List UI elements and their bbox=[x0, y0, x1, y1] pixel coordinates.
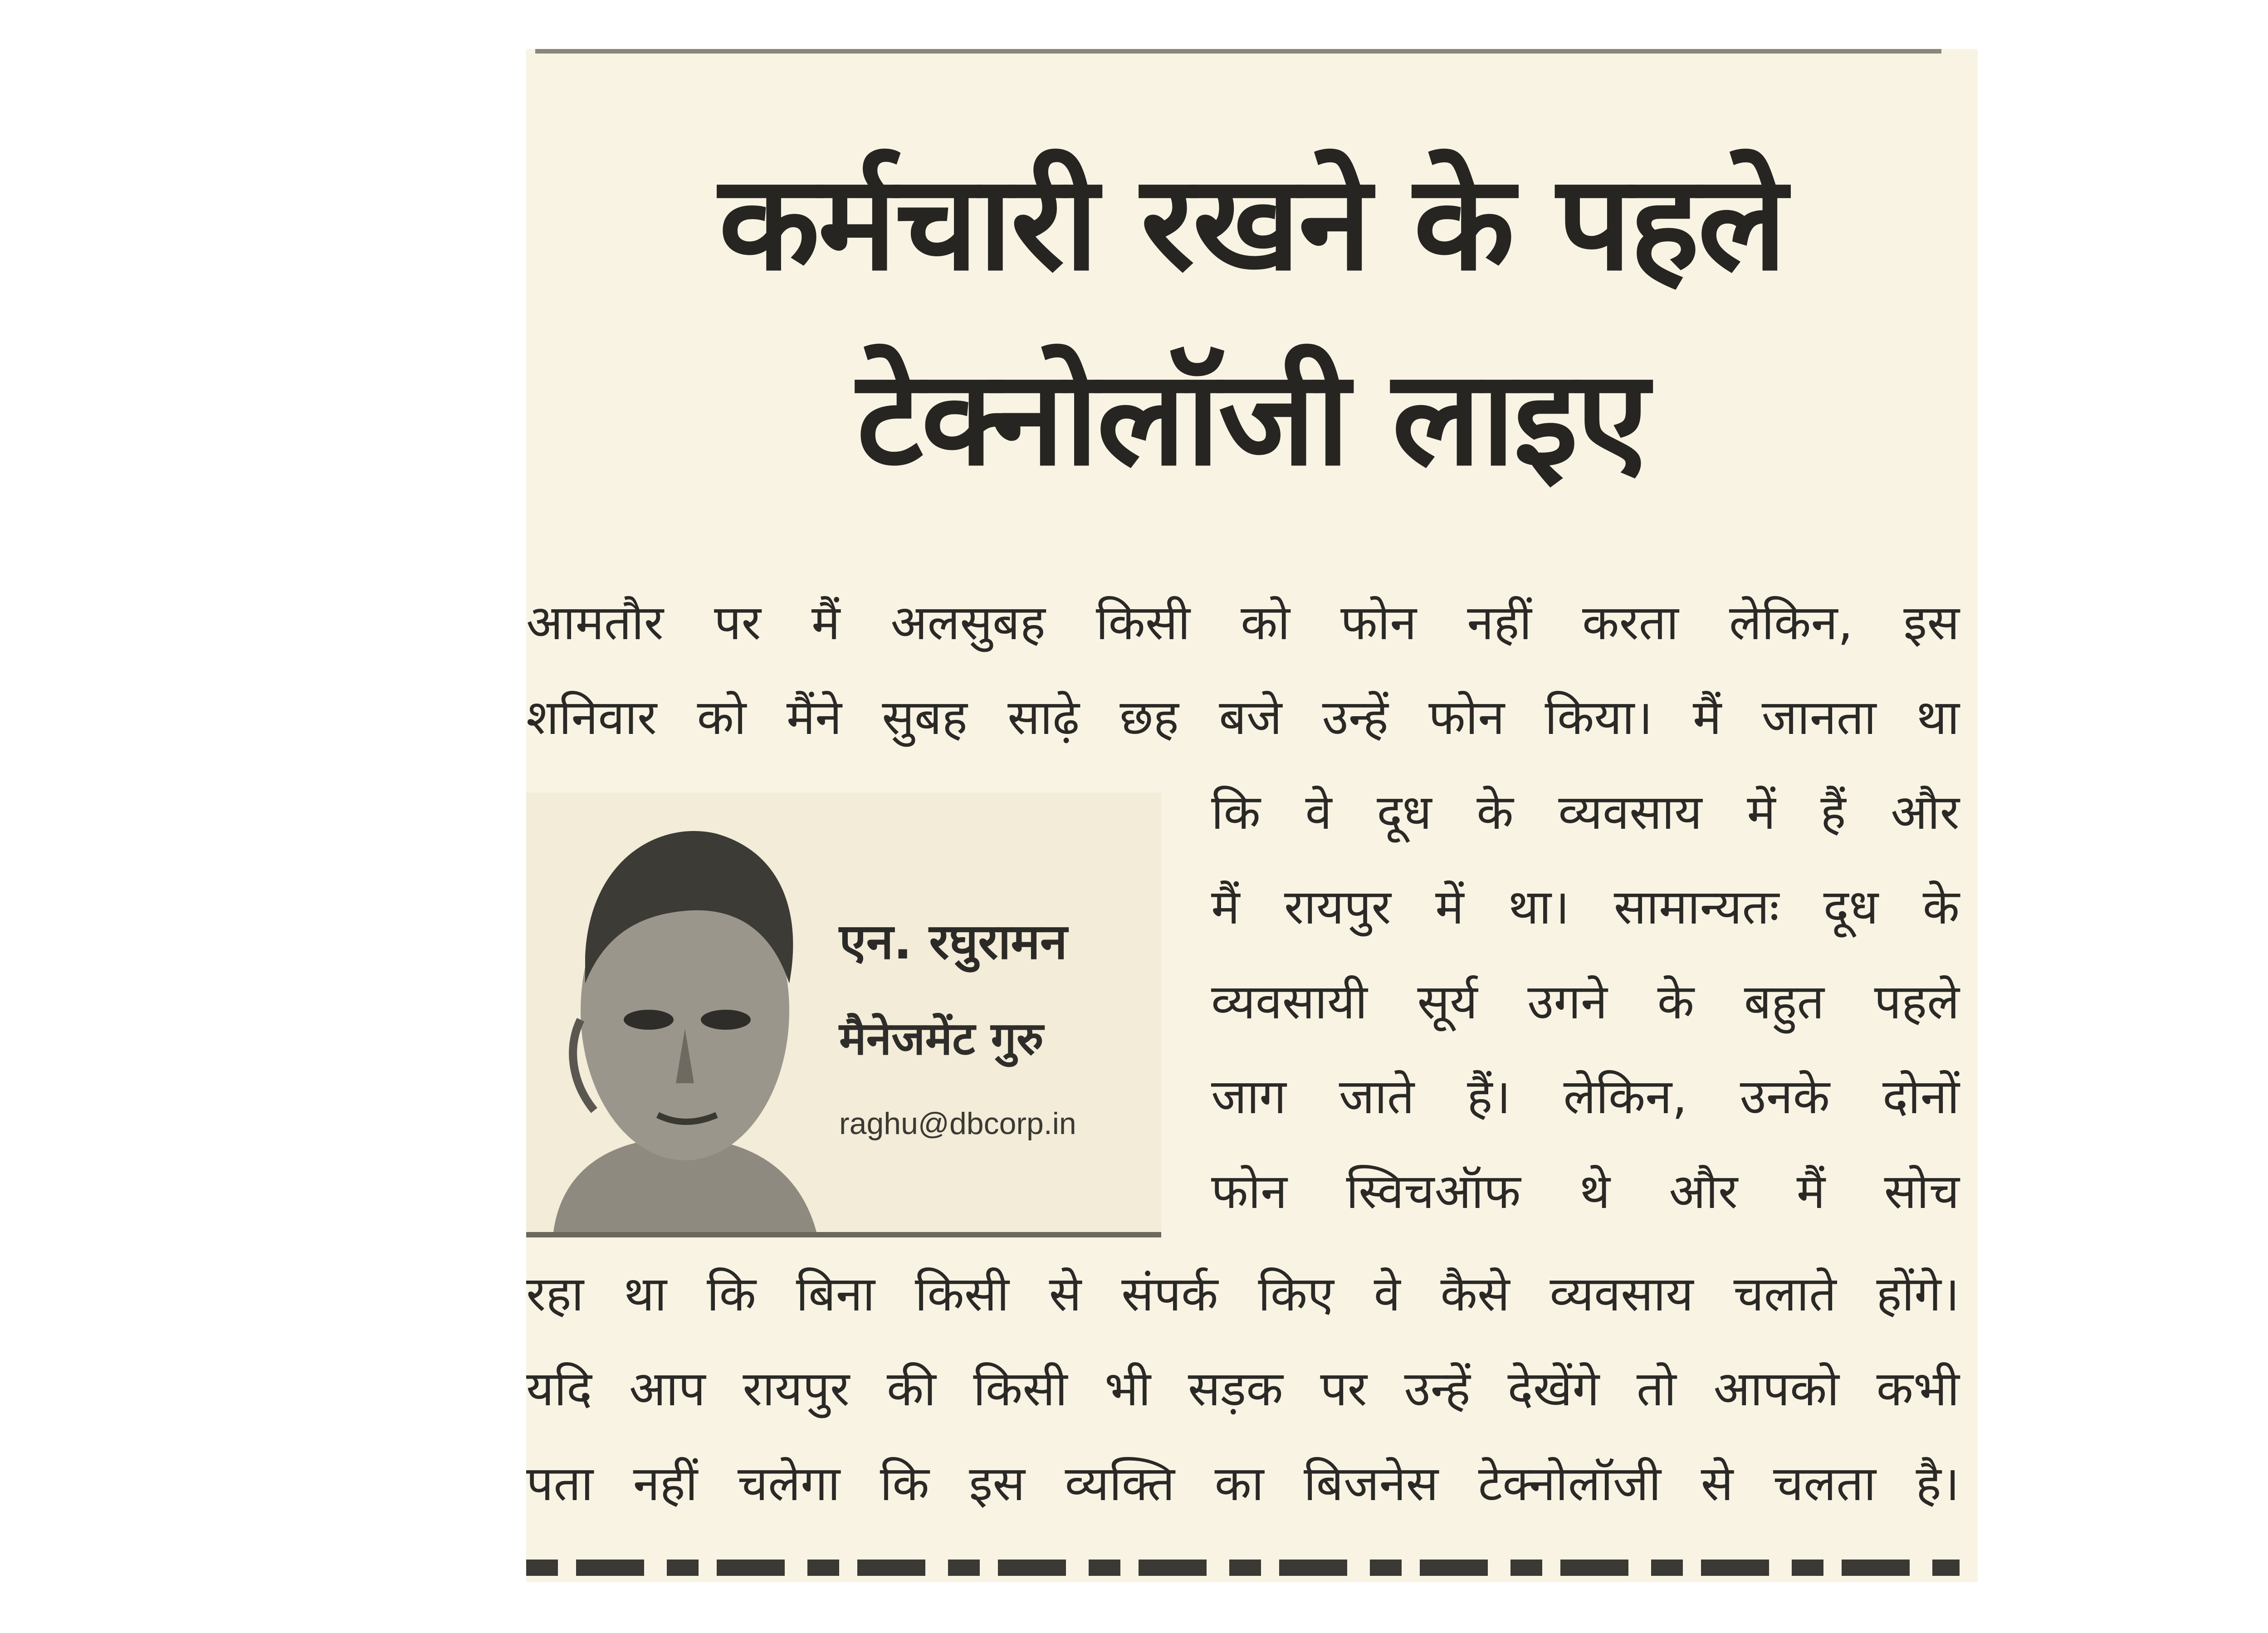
author-portrait-icon bbox=[535, 793, 826, 1232]
intro-line-1: आमतौर पर मैं अलसुबह किसी को फोन नहीं करता लेकिन, इस bbox=[526, 595, 1960, 650]
body-line-1: रहा था कि बिना किसी से संपर्क किए वे कैसे व्यवसाय चलाते होंगे। bbox=[526, 1266, 1960, 1322]
intro-line-2: शनिवार को मैंने सुबह साढ़े छह बजे उन्हें फोन किया। मैं जानता था bbox=[526, 689, 1960, 745]
author-box-rule bbox=[526, 1232, 1161, 1237]
author-email: raghu@dbcorp.in bbox=[839, 1106, 1076, 1141]
author-name: एन. रघुरामन bbox=[839, 914, 1067, 970]
side-line-3: व्यवसायी सूर्य उगने के बहुत पहले bbox=[1211, 974, 1960, 1030]
body-line-3: पता नहीं चलेगा कि इस व्यक्ति का बिजनेस टेक्नोलॉजी से चलता है। bbox=[526, 1456, 1960, 1511]
side-line-1: कि वे दूध के व्यवसाय में हैं और bbox=[1211, 784, 1960, 840]
side-line-4: जाग जाते हैं। लेकिन, उनके दोनों bbox=[1211, 1069, 1960, 1125]
author-box bbox=[526, 793, 1161, 1237]
side-line-2: मैं रायपुर में था। सामान्यतः दूध के bbox=[1211, 879, 1960, 935]
newspaper-clipping bbox=[526, 49, 1978, 1582]
author-role: मैनेजमेंट गुरु bbox=[839, 1012, 1044, 1065]
cut-off-text-line bbox=[526, 1546, 1960, 1582]
top-rule bbox=[535, 49, 1941, 54]
headline bbox=[526, 126, 1978, 516]
side-line-5: फोन स्विचऑफ थे और मैं सोच bbox=[1211, 1164, 1960, 1219]
body-line-2: यदि आप रायपुर की किसी भी सड़क पर उन्हें देखेंगे तो आपको कभी bbox=[526, 1361, 1960, 1417]
headline-line-1: कर्मचारी रखने के पहले bbox=[719, 147, 1785, 300]
headline-line-2: टेक्नोलॉजी लाइए bbox=[856, 342, 1647, 495]
